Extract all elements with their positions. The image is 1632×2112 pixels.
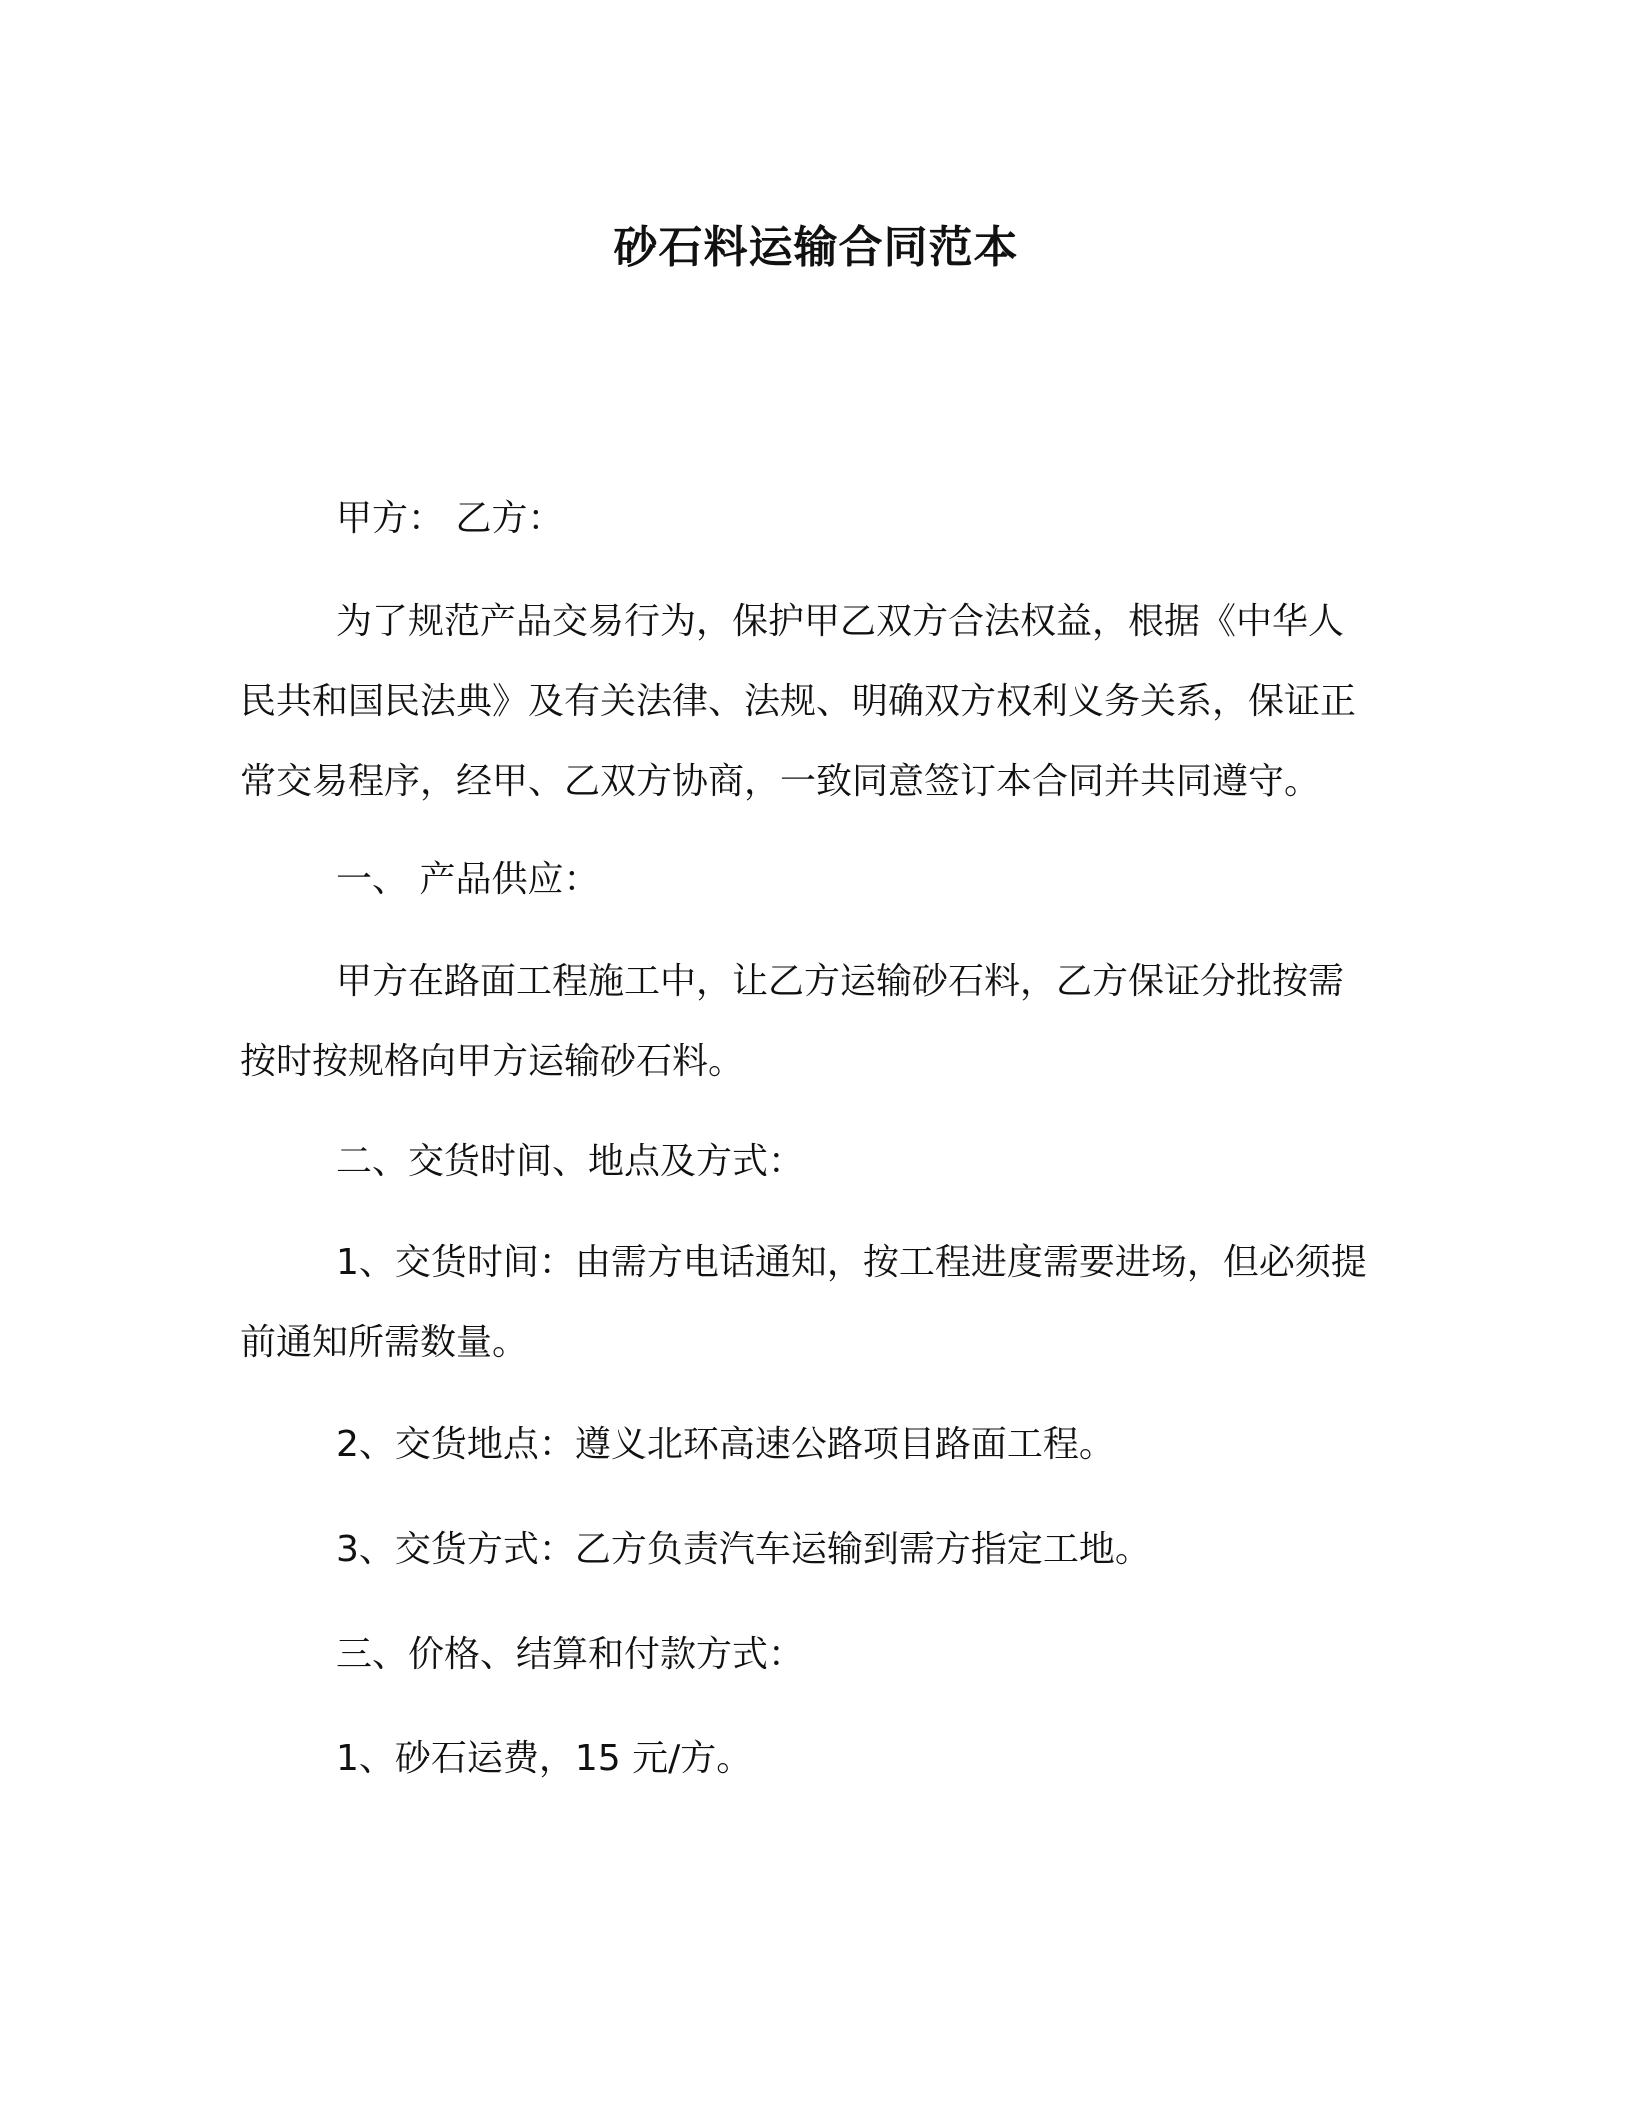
preamble-paragraph: 为了规范产品交易行为，保护甲乙双方合法权益，根据《中华人民共和国民法典》及有关法律、法规、明确双方权利义务关系，保证正常交易程序，经甲、乙双方协商，一致同意签订本合同并共同遵守。 (240, 601, 1357, 802)
section-2-item-1: 1、交货时间：由需方电话通知，按工程进度需要进场，但必须提前通知所需数量。 (240, 1242, 1367, 1363)
section-3-item-1: 1、砂石运费，15 元/方。 (336, 1738, 753, 1779)
section-1-body: 甲方在路面工程施工中，让乙方运输砂石料，乙方保证分批按需按时按规格向甲方运输砂石料。 (240, 961, 1345, 1082)
section-2-item-3: 3、交货方式：乙方负责汽车运输到需方指定工地。 (336, 1529, 1151, 1570)
section-2-heading: 二、交货时间、地点及方式： (336, 1141, 805, 1182)
section-3-heading: 三、价格、结算和付款方式： (336, 1634, 805, 1675)
parties-line: 甲方： 乙方： (336, 498, 564, 539)
document-title: 砂石料运输合同范本 (613, 222, 1019, 273)
section-1-heading: 一、 产品供应： (336, 859, 600, 900)
section-2-item-2: 2、交货地点：遵义北环高速公路项目路面工程。 (336, 1424, 1115, 1465)
